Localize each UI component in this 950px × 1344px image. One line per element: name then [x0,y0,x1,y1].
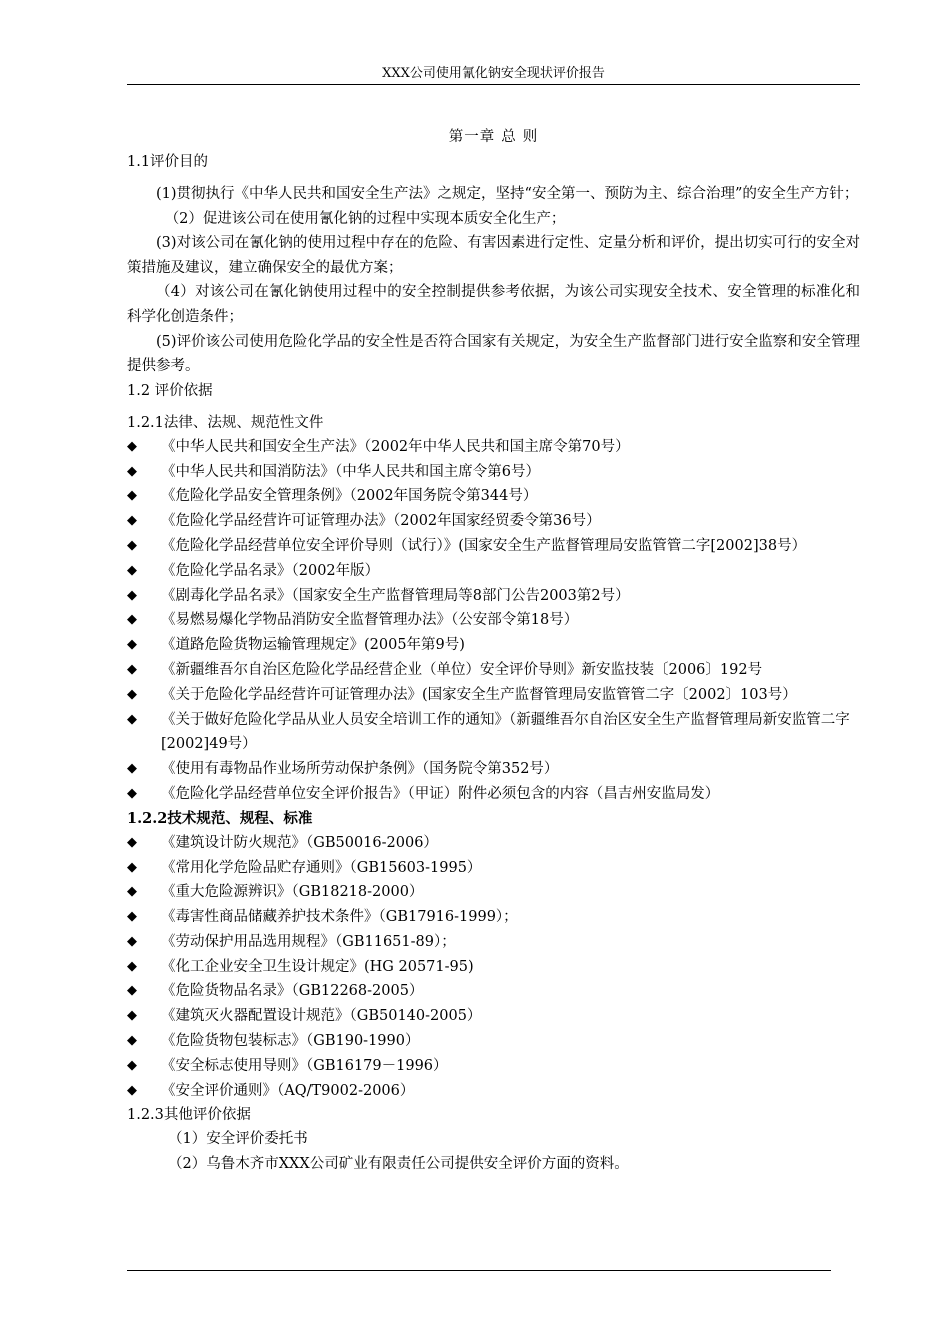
diamond-bullet-icon: ◆ [127,1057,137,1073]
list-item [127,930,860,955]
section-1-2-heading: 1.2 评价依据 [127,382,213,399]
list-item [127,1054,860,1079]
purpose-paragraph-4: （4）对该公司在氰化钠使用过程中的安全控制提供参考依据，为该公司实现安全技术、安全管理的标准化和科学化创造条件； [127,284,860,325]
list-item-text: 《危险化学品经营单位安全评价报告》（甲证）附件必须包含的内容（昌吉州安监局发） [161,785,720,802]
purpose-paragraph-1: (1)贯彻执行《中华人民共和国安全生产法》之规定，坚持“安全第一、预防为主、综合治理”的安全生产方针； [156,186,859,202]
diamond-bullet-icon: ◆ [127,983,137,999]
list-item: （1）安全评价委托书 [168,1131,308,1148]
diamond-bullet-icon: ◆ [127,958,137,974]
section-1-2-2-heading: 1.2.2技术规范、规程、标准 [127,809,313,827]
list-item-text: 《使用有毒物品作业场所劳动保护条例》（国务院令第352号） [161,761,559,778]
list-item [127,708,860,758]
list-item [127,880,860,905]
list-item-text: 《危险化学品名录》（2002年版） [161,562,380,579]
list-item-text: 《关于做好危险化学品从业人员安全培训工作的通知》（新疆维吾尔自治区安全生产监督管理局新安监管二字[2002]49号） [161,711,850,753]
diamond-bullet-icon: ◆ [127,1033,137,1049]
diamond-bullet-icon: ◆ [127,637,137,653]
list-item [127,1029,860,1054]
diamond-bullet-icon: ◆ [127,1008,137,1024]
list-item [127,757,860,782]
list-item [127,460,860,485]
list-item [127,534,860,559]
list-item [127,955,860,980]
list-item-text: 《劳动保护用品选用规程》（GB11651-89）； [161,933,456,950]
list-item-text: 《危险化学品安全管理条例》（2002年国务院令第344号） [161,488,538,505]
list-item-text: 《毒害性商品储藏养护技术条件》（GB17916-1999）； [161,909,518,926]
list-item [127,509,860,534]
list-item: （2）乌鲁木齐市XXX公司矿业有限责任公司提供安全评价方面的资料。 [168,1156,629,1173]
chapter-number: 第一章 [448,129,496,145]
list-item [127,584,860,609]
list-item-text: 《重大危险源辨识》（GB18218-2000） [161,884,424,901]
diamond-bullet-icon: ◆ [127,513,137,529]
diamond-bullet-icon: ◆ [127,711,137,727]
diamond-bullet-icon: ◆ [127,933,137,949]
diamond-bullet-icon: ◆ [127,537,137,553]
list-item [127,1004,860,1029]
list-item-text: 《新疆维吾尔自治区危险化学品经营企业（单位）安全评价导则》新安监技装〔2006〕192号 [161,661,763,678]
list-item [127,658,860,683]
list-item [127,782,860,807]
list-item [127,1079,860,1104]
header-rule [127,84,860,85]
diamond-bullet-icon: ◆ [127,834,137,850]
laws-list [127,435,860,807]
diamond-bullet-icon: ◆ [127,1082,137,1098]
list-item-text: 《建筑设计防火规范》（GB50016-2006） [161,834,438,851]
diamond-bullet-icon: ◆ [127,859,137,875]
list-item-text: 《危险货物品名录》（GB12268-2005） [161,983,424,1000]
diamond-bullet-icon: ◆ [127,686,137,702]
list-item-text: 《剧毒化学品名录》（国家安全生产监督管理局等8部门公告2003第2号） [161,587,630,604]
list-item [127,683,860,708]
diamond-bullet-icon: ◆ [127,884,137,900]
diamond-bullet-icon: ◆ [127,562,137,578]
list-item-text: 《安全标志使用导则》（GB16179－1996） [161,1057,448,1074]
diamond-bullet-icon: ◆ [127,438,137,454]
list-item-text: 《建筑灭火器配置设计规范》（GB50140-2005） [161,1008,482,1025]
list-item-text: 《关于危险化学品经营许可证管理办法》(国家安全生产监督管理局安监管管二字〔2002〕103号） [161,686,797,703]
diamond-bullet-icon: ◆ [127,661,137,677]
document-body [127,124,860,1177]
diamond-bullet-icon: ◆ [127,463,137,479]
list-item [127,559,860,584]
diamond-bullet-icon: ◆ [127,909,137,925]
diamond-bullet-icon: ◆ [127,612,137,628]
list-item-text: 《危险化学品经营许可证管理办法》（2002年国家经贸委令第36号） [161,513,601,530]
list-item [127,905,860,930]
section-1-2-1-heading: 1.2.1法律、法规、规范性文件 [127,414,324,431]
purpose-paragraph-2: （2）促进该公司在使用氰化钠的过程中实现本质安全化生产； [164,210,566,227]
page-header: XXX公司使用氰化钠安全现状评价报告 [382,66,605,81]
purpose-paragraph-5: (5)评价该公司使用危险化学品的安全性是否符合国家有关规定，为安全生产监督部门进行安全监察和安全管理提供参考。 [127,333,860,375]
list-item [127,633,860,658]
list-item [127,435,860,460]
list-item [127,831,860,856]
list-item-text: 《易燃易爆化学物品消防安全监督管理办法》（公安部令第18号） [161,612,579,629]
list-item [127,608,860,633]
chapter-title-char-1: 总 [501,129,517,145]
list-item [127,979,860,1004]
diamond-bullet-icon: ◆ [127,587,137,603]
diamond-bullet-icon: ◆ [127,761,137,777]
list-item [127,856,860,881]
diamond-bullet-icon: ◆ [127,785,137,801]
diamond-bullet-icon: ◆ [127,488,137,504]
list-item-text: 《危险化学品经营单位安全评价导则（试行）》(国家安全生产监督管理局安监管管二字[2002]38号） [161,537,807,554]
list-item-text: 《中华人民共和国安全生产法》（2002年中华人民共和国主席令第70号） [161,438,630,455]
list-item-text: 《常用化学危险品贮存通则》（GB15603-1995） [161,859,482,876]
standards-list [127,831,860,1104]
footer-rule [127,1270,831,1271]
chapter-title-char-2: 则 [522,129,539,145]
purpose-paragraph-3: (3)对该公司在氰化钠的使用过程中存在的危险、有害因素进行定性、定量分析和评价，提出切实可行的安全对策措施及建议，建立确保安全的最优方案； [127,235,860,276]
list-item-text: 《化工企业安全卫生设计规定》(HG 20571-95) [161,958,474,975]
list-item-text: 《道路危险货物运输管理规定》(2005年第9号) [161,637,465,654]
list-item-text: 《危险货物包装标志》（GB190-1990） [161,1033,420,1050]
list-item-text: 《中华人民共和国消防法》（中华人民共和国主席令第6号） [161,463,540,480]
list-item [127,484,860,509]
section-1-1-heading: 1.1评价目的 [127,154,209,170]
section-1-2-3-heading: 1.2.3其他评价依据 [127,1107,251,1124]
chapter-title [127,124,860,150]
list-item-text: 《安全评价通则》（AQ/T9002-2006） [161,1082,415,1099]
